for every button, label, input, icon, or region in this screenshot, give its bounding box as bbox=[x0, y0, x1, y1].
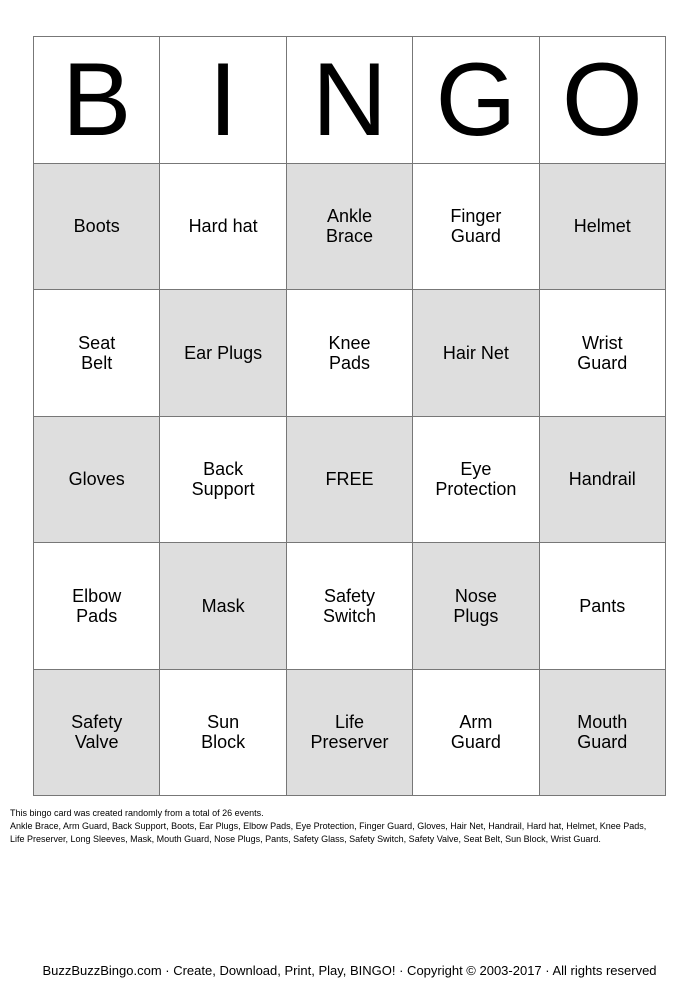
bingo-cell: Elbow Pads bbox=[34, 543, 160, 670]
header-letter-g: G bbox=[413, 37, 539, 164]
bingo-cell: Boots bbox=[34, 164, 160, 291]
free-space-cell: FREE bbox=[287, 417, 413, 544]
card-info-events-line-1: Ankle Brace, Arm Guard, Back Support, Boots, Ear Plugs, Elbow Pads, Eye Protection, Finger Guard, Gloves, Hair Net, Handrail, Hard hat, Helmet, Knee Pads, bbox=[10, 821, 647, 831]
bingo-cell: Finger Guard bbox=[413, 164, 539, 291]
bingo-cell: Mouth Guard bbox=[540, 670, 666, 797]
bingo-cell: Arm Guard bbox=[413, 670, 539, 797]
bingo-cell: Back Support bbox=[160, 417, 286, 544]
bingo-cell: Safety Switch bbox=[287, 543, 413, 670]
bingo-cell: Wrist Guard bbox=[540, 290, 666, 417]
bingo-cell: Mask bbox=[160, 543, 286, 670]
bingo-cell: Ear Plugs bbox=[160, 290, 286, 417]
footer-copyright: BuzzBuzzBingo.com · Create, Download, Print, Play, BINGO! · Copyright © 2003-2017 · All rights reserved bbox=[42, 963, 657, 978]
header-letter-i: I bbox=[160, 37, 286, 164]
card-info-events-line-2: Life Preserver, Long Sleeves, Mask, Mouth Guard, Nose Plugs, Pants, Safety Glass, Safety Switch, Safety Valve, Seat Belt, Sun Block, Wrist Guard. bbox=[10, 834, 601, 844]
bingo-cell: Life Preserver bbox=[287, 670, 413, 797]
bingo-cell: Pants bbox=[540, 543, 666, 670]
bingo-cell: Hair Net bbox=[413, 290, 539, 417]
bingo-cell: Seat Belt bbox=[34, 290, 160, 417]
bingo-cell: Ankle Brace bbox=[287, 164, 413, 291]
bingo-cell: Gloves bbox=[34, 417, 160, 544]
bingo-card bbox=[33, 36, 666, 796]
bingo-cell: Knee Pads bbox=[287, 290, 413, 417]
bingo-cell: Helmet bbox=[540, 164, 666, 291]
bingo-cell: Nose Plugs bbox=[413, 543, 539, 670]
bingo-cell: Eye Protection bbox=[413, 417, 539, 544]
card-info-summary: This bingo card was created randomly from a total of 26 events. bbox=[10, 808, 264, 818]
bingo-cell: Sun Block bbox=[160, 670, 286, 797]
bingo-cell: Safety Valve bbox=[34, 670, 160, 797]
header-letter-o: O bbox=[540, 37, 666, 164]
header-letter-n: N bbox=[287, 37, 413, 164]
bingo-cell: Hard hat bbox=[160, 164, 286, 291]
header-letter-b: B bbox=[34, 37, 160, 164]
card-info-text bbox=[10, 807, 690, 846]
bingo-cell: Handrail bbox=[540, 417, 666, 544]
